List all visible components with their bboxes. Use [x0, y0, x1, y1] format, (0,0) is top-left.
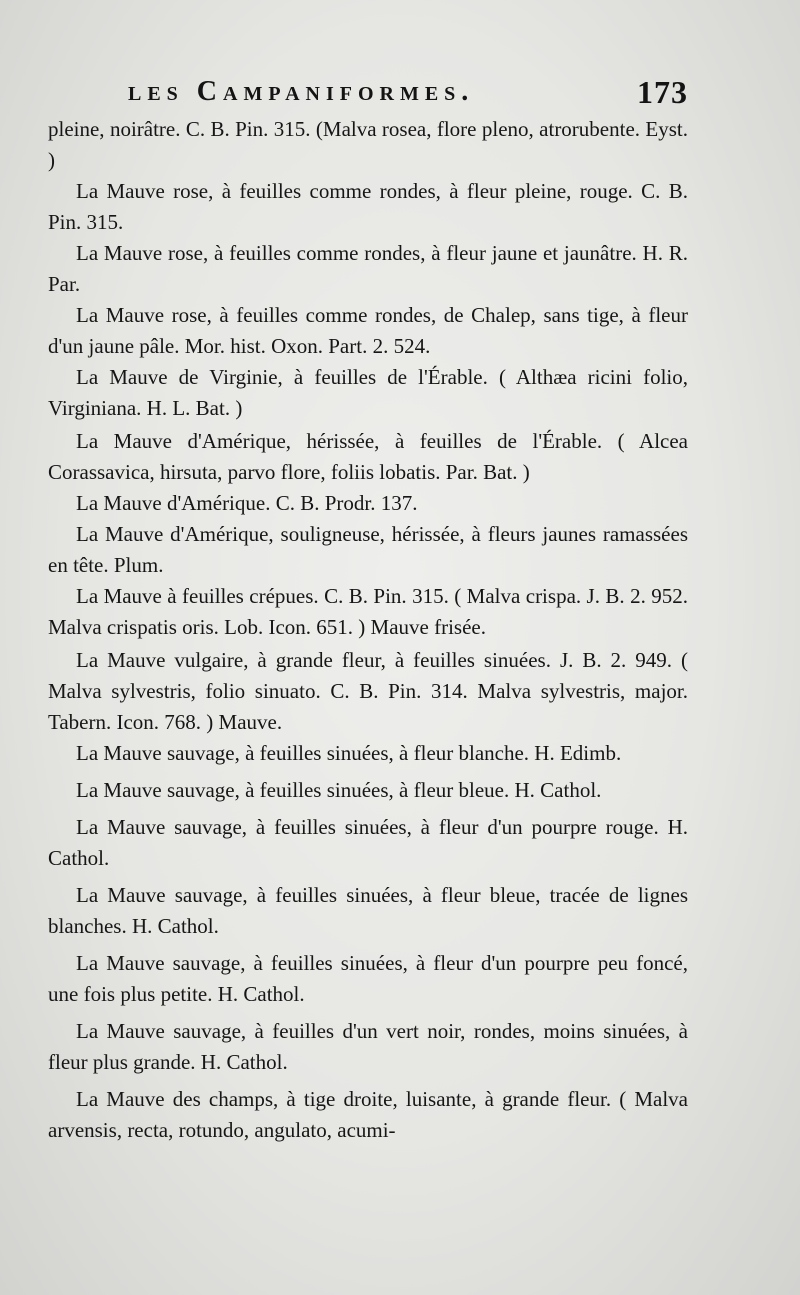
- paragraph: La Mauve rose, à feuilles comme rondes, à fleur pleine, rouge. C. B. Pin. 315.: [48, 179, 688, 234]
- page-body: [48, 114, 688, 1146]
- paragraph: La Mauve sauvage, à feuilles d'un vert noir, rondes, moins sinuées, à fleur plus grande. H. Cathol.: [48, 1019, 688, 1074]
- paragraph: La Mauve rose, à feuilles comme rondes, de Chalep, sans tige, à fleur d'un jaune pâle. Mor. hist. Oxon. Part. 2. 524.: [48, 303, 688, 358]
- paragraph-continuation: pleine, noirâtre. C. B. Pin. 315. (Malva rosea, flore pleno, atrorubente. Eyst. ): [48, 117, 688, 172]
- paragraph: La Mauve sauvage, à feuilles sinuées, à fleur d'un pourpre peu foncé, une fois plus petite. H. Cathol.: [48, 951, 688, 1006]
- paragraph: La Mauve d'Amérique. C. B. Prodr. 137.: [76, 491, 418, 515]
- paragraph: La Mauve sauvage, à feuilles sinuées, à fleur d'un pourpre rouge. H. Cathol.: [48, 815, 688, 870]
- paragraph: La Mauve sauvage, à feuilles sinuées, à fleur bleue. H. Cathol.: [76, 778, 602, 802]
- paragraph: La Mauve d'Amérique, souligneuse, hérissée, à fleurs jaunes ramassées en tête. Plum.: [48, 522, 688, 577]
- paragraph: La Mauve de Virginie, à feuilles de l'Érable. ( Althæa ricini folio, Virginiana. H. L. Bat. ): [48, 365, 688, 420]
- paragraph: La Mauve vulgaire, à grande fleur, à feuilles sinuées. J. B. 2. 949. ( Malva sylvestris, folio sinuato. C. B. Pin. 314. Malva sylvestris, major. Tabern. Icon. 768. ) Mauve.: [48, 648, 688, 734]
- paragraph: La Mauve des champs, à tige droite, luisante, à grande fleur. ( Malva arvensis, recta, rotundo, angulato, acumi-: [48, 1087, 688, 1142]
- page-header: [128, 72, 688, 116]
- running-title: les Campaniformes.: [128, 76, 475, 107]
- paragraph: La Mauve à feuilles crépues. C. B. Pin. 315. ( Malva crispa. J. B. 2. 952. Malva crispatis oris. Lob. Icon. 651. ) Mauve frisée.: [48, 584, 688, 639]
- paragraph: La Mauve d'Amérique, hérissée, à feuilles de l'Érable. ( Alcea Corassavica, hirsuta, parvo flore, foliis lobatis. Par. Bat. ): [48, 429, 688, 484]
- page-number: 173: [637, 74, 688, 110]
- paragraph: La Mauve rose, à feuilles comme rondes, à fleur jaune et jaunâtre. H. R. Par.: [48, 241, 688, 296]
- paragraph: La Mauve sauvage, à feuilles sinuées, à fleur bleue, tracée de lignes blanches. H. Cathol.: [48, 883, 688, 938]
- paragraph: La Mauve sauvage, à feuilles sinuées, à fleur blanche. H. Edimb.: [76, 741, 622, 765]
